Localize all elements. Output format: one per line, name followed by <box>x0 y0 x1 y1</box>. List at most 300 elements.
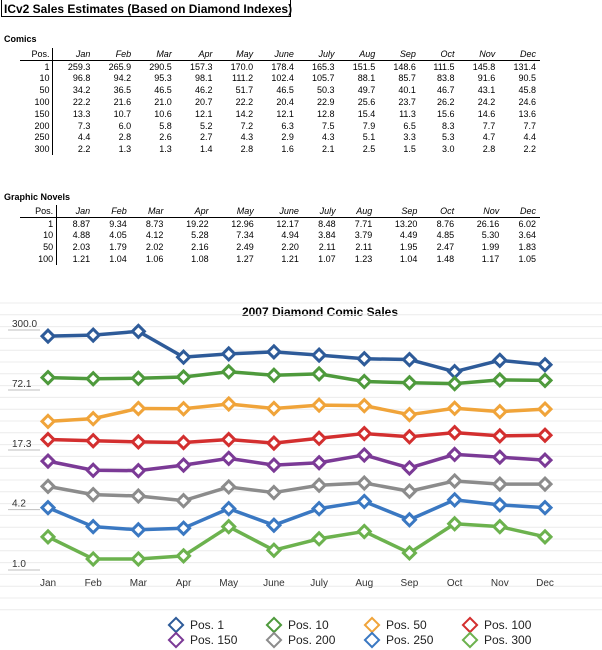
graphic-novels-value-cell: 1.23 <box>354 254 373 265</box>
data-point <box>449 475 461 487</box>
comics-month-header: Aug <box>339 48 380 60</box>
comics-value-cell: 20.7 <box>194 97 213 108</box>
comics-value-cell: 2.7 <box>199 132 213 143</box>
comics-value-cell: 2.8 <box>240 144 254 155</box>
comics-month-header: June <box>257 48 298 60</box>
legend-label: Pos. 10 <box>288 618 329 632</box>
legend-label: Pos. 150 <box>190 633 238 647</box>
comics-value-cell: 94.2 <box>113 73 132 84</box>
comics-value-cell: 2.8 <box>118 132 132 143</box>
comics-value-cell: 5.3 <box>442 132 455 143</box>
data-point <box>494 354 506 366</box>
comics-value-cell: 22.2 <box>72 97 91 108</box>
comics-value-cell: 43.1 <box>477 85 496 96</box>
legend-item <box>170 633 237 647</box>
graphic-novels-value-cell: 5.28 <box>191 230 209 241</box>
data-point <box>313 457 325 469</box>
data-point <box>87 329 99 341</box>
graphic-novels-pos-header: Pos. <box>20 205 57 217</box>
data-point <box>87 413 99 425</box>
comics-month-header: Jan <box>53 48 94 60</box>
data-point <box>132 436 144 448</box>
graphic-novels-value-cell: 12.96 <box>231 218 254 229</box>
legend-label: Pos. 1 <box>190 618 225 632</box>
graphic-novels-month-header: Mar <box>131 205 168 217</box>
graphic-novels-row <box>20 241 540 253</box>
comics-value-cell: 1.3 <box>118 144 132 155</box>
comics-value-cell: 22.2 <box>235 97 254 108</box>
graphic-novels-value-cell: 4.12 <box>145 230 164 241</box>
graphic-novels-month-header: Oct <box>421 205 458 217</box>
graphic-novels-month-header: Dec <box>503 205 540 217</box>
page-title: ICv2 Sales Estimates (Based on Diamond Indexes) <box>4 2 293 16</box>
comics-value-cell: 13.3 <box>72 108 91 119</box>
graphic-novels-value-cell: 3.79 <box>354 230 373 241</box>
data-point <box>268 519 280 531</box>
data-point <box>178 495 190 507</box>
comics-value-cell: 2.8 <box>482 144 496 155</box>
data-point <box>132 524 144 536</box>
comics-value-cell: 4.3 <box>322 132 335 143</box>
graphic-novels-value-cell: 2.03 <box>72 242 91 253</box>
y-tick-label: 72.1 <box>12 378 32 390</box>
comics-value-cell: 5.1 <box>362 132 376 143</box>
data-point <box>268 369 280 381</box>
comics-value-cell: 14.6 <box>477 108 496 119</box>
comics-row <box>20 143 540 155</box>
data-point <box>313 368 325 380</box>
data-point <box>403 354 415 366</box>
data-point <box>42 330 54 342</box>
graphic-novels-value-cell: 4.85 <box>436 230 455 241</box>
comics-value-cell: 51.7 <box>235 85 254 96</box>
graphic-novels-month-header: May <box>213 205 258 217</box>
legend-item <box>268 633 335 647</box>
data-point <box>178 522 190 534</box>
comics-value-cell: 98.1 <box>194 73 213 84</box>
data-point <box>313 349 325 361</box>
comics-value-cell: 45.8 <box>518 85 536 96</box>
graphic-novels-month-header: Nov <box>458 205 503 217</box>
graphic-novels-value-cell: 4.05 <box>109 230 127 241</box>
comics-value-cell: 46.5 <box>154 85 172 96</box>
x-tick-label: Apr <box>175 578 192 589</box>
data-point <box>358 495 370 507</box>
graphic-novels-pos-cell: 50 <box>20 241 57 253</box>
graphic-novels-value-cell: 1.83 <box>518 242 536 253</box>
x-tick-label: Aug <box>355 578 374 589</box>
line-chart <box>0 295 602 615</box>
data-point <box>449 378 461 390</box>
graphic-novels-value-cell: 4.94 <box>281 230 299 241</box>
graphic-novels-value-cell: 1.17 <box>481 254 500 265</box>
data-point <box>223 348 235 360</box>
comics-value-cell: 14.2 <box>235 108 254 119</box>
comics-value-cell: 3.0 <box>442 144 455 155</box>
data-point <box>132 553 144 565</box>
graphic-novels-value-cell: 1.95 <box>399 242 418 253</box>
series-line <box>48 481 545 501</box>
comics-value-cell: 23.7 <box>398 97 416 108</box>
graphic-novels-value-cell: 1.21 <box>281 254 299 265</box>
data-point <box>223 366 235 378</box>
data-point <box>42 455 54 467</box>
data-point <box>313 479 325 491</box>
comics-value-cell: 40.1 <box>398 85 416 96</box>
comics-pos-cell: 50 <box>20 84 53 96</box>
graphic-novels-value-cell: 2.20 <box>281 242 299 253</box>
comics-value-cell: 7.5 <box>322 120 335 131</box>
data-point <box>268 459 280 471</box>
graphic-novels-value-cell: 3.64 <box>518 230 536 241</box>
data-point <box>539 403 551 415</box>
comics-value-cell: 96.8 <box>72 73 91 84</box>
comics-value-cell: 5.2 <box>199 120 213 131</box>
comics-value-cell: 157.3 <box>189 61 213 72</box>
comics-value-cell: 49.7 <box>357 85 376 96</box>
comics-value-cell: 7.3 <box>77 120 91 131</box>
graphic-novels-row <box>20 230 540 242</box>
x-tick-label: Sep <box>400 578 419 589</box>
comics-value-cell: 7.7 <box>482 120 496 131</box>
graphic-novels-value-cell: 2.16 <box>191 242 209 253</box>
comics-row <box>20 96 540 108</box>
graphic-novels-value-cell: 4.49 <box>399 230 418 241</box>
data-point <box>494 499 506 511</box>
x-tick-label: July <box>310 578 328 589</box>
x-tick-label: Oct <box>446 578 463 589</box>
graphic-novels-value-cell: 1.06 <box>145 254 164 265</box>
data-point <box>539 359 551 371</box>
graphic-novels-row <box>20 253 540 265</box>
y-tick-label: 17.3 <box>12 439 32 451</box>
series-line <box>48 331 545 371</box>
data-point <box>178 403 190 415</box>
graphic-novels-value-cell: 1.79 <box>109 242 127 253</box>
comics-row <box>20 108 540 120</box>
data-point <box>42 415 54 427</box>
comics-value-cell: 1.6 <box>281 144 294 155</box>
comics-value-cell: 10.7 <box>113 108 132 119</box>
data-point <box>494 521 506 533</box>
comics-table <box>20 48 540 155</box>
graphic-novels-month-header: Jan <box>57 205 95 217</box>
comics-pos-cell: 150 <box>20 108 53 120</box>
graphic-novels-value-cell: 7.34 <box>236 230 254 241</box>
graphic-novels-value-cell: 2.02 <box>145 242 164 253</box>
data-point <box>178 371 190 383</box>
data-point <box>87 521 99 533</box>
comics-value-cell: 24.6 <box>518 97 536 108</box>
comics-pos-cell: 10 <box>20 73 53 85</box>
graphic-novels-value-cell: 7.71 <box>354 218 373 229</box>
data-point <box>268 437 280 449</box>
comics-value-cell: 7.9 <box>362 120 376 131</box>
graphic-novels-value-cell: 1.04 <box>399 254 418 265</box>
comics-value-cell: 151.5 <box>352 61 376 72</box>
comics-value-cell: 1.4 <box>199 144 213 155</box>
comics-month-header: May <box>217 48 258 60</box>
legend-item <box>268 618 329 632</box>
comics-value-cell: 3.3 <box>403 132 416 143</box>
data-point <box>494 430 506 442</box>
comics-pos-cell: 250 <box>20 132 53 144</box>
comics-value-cell: 165.3 <box>312 61 335 72</box>
comics-value-cell: 85.7 <box>398 73 416 84</box>
graphic-novels-label: Graphic Novels <box>4 192 71 202</box>
legend-item <box>464 633 531 647</box>
graphic-novels-value-cell: 5.30 <box>481 230 500 241</box>
legend-label: Pos. 250 <box>386 633 434 647</box>
comics-value-cell: 111.2 <box>232 73 254 84</box>
comics-value-cell: 111.5 <box>433 61 455 72</box>
comics-value-cell: 11.3 <box>399 108 416 119</box>
x-tick-label: Dec <box>536 578 554 589</box>
data-point <box>268 402 280 414</box>
data-point <box>223 434 235 446</box>
comics-value-cell: 7.7 <box>523 120 536 131</box>
graphic-novels-value-cell: 8.87 <box>72 218 91 229</box>
graphic-novels-month-header: Apr <box>167 205 212 217</box>
chart-series <box>42 325 551 565</box>
comics-value-cell: 2.6 <box>159 132 172 143</box>
data-point <box>223 481 235 493</box>
comics-value-cell: 4.4 <box>523 132 536 143</box>
graphic-novels-value-cell: 8.76 <box>436 218 455 229</box>
comics-month-header: Oct <box>420 48 459 60</box>
graphic-novels-pos-cell: 10 <box>20 230 57 242</box>
comics-pos-cell: 1 <box>20 60 53 72</box>
data-point <box>178 437 190 449</box>
comics-value-cell: 148.6 <box>393 61 416 72</box>
x-tick-label: May <box>219 578 239 589</box>
graphic-novels-value-cell: 3.84 <box>318 230 336 241</box>
comics-value-cell: 2.1 <box>322 144 335 155</box>
comics-value-cell: 1.5 <box>403 144 416 155</box>
comics-month-header: Mar <box>135 48 176 60</box>
data-point <box>358 428 370 440</box>
comics-month-header: Dec <box>499 48 540 60</box>
data-point <box>494 451 506 463</box>
x-tick-label: Nov <box>490 578 509 589</box>
graphic-novels-value-cell: 8.73 <box>145 218 164 229</box>
comics-value-cell: 290.5 <box>149 61 172 72</box>
comics-row <box>20 84 540 96</box>
comics-month-header: Sep <box>379 48 420 60</box>
comics-value-cell: 10.6 <box>154 108 172 119</box>
data-point <box>403 409 415 421</box>
graphic-novels-value-cell: 1.48 <box>436 254 455 265</box>
legend-item <box>366 618 427 632</box>
graphic-novels-value-cell: 1.07 <box>318 254 336 265</box>
data-point <box>449 448 461 460</box>
data-point <box>87 464 99 476</box>
graphic-novels-value-cell: 1.99 <box>481 242 500 253</box>
legend-label: Pos. 100 <box>484 618 532 632</box>
comics-value-cell: 6.3 <box>281 120 294 131</box>
graphic-novels-value-cell: 26.16 <box>476 218 500 229</box>
graphic-novels-value-cell: 9.34 <box>109 218 127 229</box>
y-tick-label: 300.0 <box>12 319 38 330</box>
data-point <box>178 459 190 471</box>
x-axis <box>40 578 554 589</box>
data-point <box>539 374 551 386</box>
comics-value-cell: 83.8 <box>437 73 455 84</box>
comics-value-cell: 170.0 <box>230 61 254 72</box>
data-point <box>403 462 415 474</box>
comics-label: Comics <box>4 34 37 44</box>
comics-value-cell: 25.6 <box>357 97 376 108</box>
data-point <box>403 377 415 389</box>
legend-item <box>170 618 224 632</box>
comics-value-cell: 12.8 <box>317 108 335 119</box>
comics-value-cell: 22.9 <box>317 97 335 108</box>
comics-month-header: Feb <box>94 48 135 60</box>
comics-value-cell: 13.6 <box>518 108 536 119</box>
y-tick-label: 1.0 <box>12 559 26 570</box>
x-tick-label: Feb <box>84 578 102 589</box>
comics-value-cell: 105.7 <box>312 73 335 84</box>
data-point <box>358 477 370 489</box>
graphic-novels-month-header: July <box>303 205 340 217</box>
comics-value-cell: 15.6 <box>437 108 455 119</box>
data-point <box>358 353 370 365</box>
comics-value-cell: 265.9 <box>108 61 132 72</box>
y-tick-label: 4.2 <box>12 498 26 510</box>
comics-value-cell: 24.2 <box>477 97 496 108</box>
comics-value-cell: 5.8 <box>159 120 172 131</box>
data-point <box>403 485 415 497</box>
comics-value-cell: 131.4 <box>513 61 536 72</box>
comics-row <box>20 73 540 85</box>
data-point <box>132 402 144 414</box>
legend-item <box>366 633 433 647</box>
data-point <box>268 487 280 499</box>
data-point <box>223 398 235 410</box>
comics-value-cell: 12.1 <box>194 108 213 119</box>
comics-value-cell: 7.2 <box>240 120 254 131</box>
comics-value-cell: 88.1 <box>357 73 376 84</box>
graphic-novels-value-cell: 4.88 <box>72 230 91 241</box>
data-point <box>87 373 99 385</box>
data-point <box>449 402 461 414</box>
comics-value-cell: 259.3 <box>67 61 91 72</box>
graphic-novels-value-cell: 6.02 <box>518 218 536 229</box>
data-point <box>358 400 370 412</box>
comics-pos-cell: 100 <box>20 96 53 108</box>
comics-pos-header: Pos. <box>20 48 53 60</box>
graphic-novels-value-cell: 1.21 <box>72 254 91 265</box>
graphic-novels-value-cell: 2.11 <box>355 242 373 253</box>
series-line <box>48 433 545 444</box>
comics-value-cell: 15.4 <box>357 108 376 119</box>
data-point <box>223 452 235 464</box>
comics-value-cell: 1.3 <box>159 144 172 155</box>
graphic-novels-table <box>20 205 540 265</box>
comics-value-cell: 2.5 <box>362 144 376 155</box>
comics-value-cell: 2.2 <box>523 144 536 155</box>
data-point <box>313 432 325 444</box>
data-point <box>42 434 54 446</box>
x-tick-label: June <box>263 578 285 589</box>
comics-value-cell: 4.7 <box>482 132 496 143</box>
comics-month-header: Nov <box>459 48 500 60</box>
graphic-novels-month-header: Aug <box>340 205 377 217</box>
graphic-novels-value-cell: 2.47 <box>436 242 455 253</box>
comics-value-cell: 8.3 <box>442 120 455 131</box>
graphic-novels-value-cell: 12.17 <box>276 218 299 229</box>
comics-value-cell: 6.5 <box>403 120 416 131</box>
data-point <box>42 531 54 543</box>
data-point <box>494 406 506 418</box>
graphic-novels-value-cell: 1.27 <box>236 254 254 265</box>
data-point <box>42 480 54 492</box>
data-point <box>223 503 235 515</box>
graphic-novels-month-header: June <box>258 205 303 217</box>
comics-pos-cell: 200 <box>20 120 53 132</box>
data-point <box>132 465 144 477</box>
data-point <box>494 374 506 386</box>
x-tick-label: Jan <box>39 578 57 589</box>
data-point <box>87 553 99 565</box>
comics-value-cell: 20.4 <box>276 97 294 108</box>
graphic-novels-pos-cell: 1 <box>20 217 57 229</box>
legend-marker-icon <box>168 631 185 648</box>
legend-marker-icon <box>462 631 479 648</box>
comics-row <box>20 60 540 72</box>
comics-value-cell: 102.4 <box>271 73 294 84</box>
legend-label: Pos. 300 <box>484 633 532 647</box>
comics-value-cell: 4.4 <box>77 132 91 143</box>
comics-value-cell: 21.6 <box>113 97 132 108</box>
graphic-novels-value-cell: 8.48 <box>318 218 336 229</box>
comics-value-cell: 46.2 <box>194 85 213 96</box>
x-tick-label: Mar <box>129 578 147 589</box>
data-point <box>313 533 325 545</box>
comics-value-cell: 2.9 <box>281 132 294 143</box>
series-line <box>48 404 545 421</box>
comics-value-cell: 46.7 <box>437 85 455 96</box>
data-point <box>87 489 99 501</box>
comics-pos-cell: 300 <box>20 143 53 155</box>
comics-value-cell: 6.0 <box>118 120 132 131</box>
data-point <box>539 429 551 441</box>
graphic-novels-value-cell: 1.05 <box>518 254 536 265</box>
comics-value-cell: 21.0 <box>154 97 172 108</box>
comics-value-cell: 95.3 <box>154 73 172 84</box>
data-point <box>313 503 325 515</box>
data-point <box>268 544 280 556</box>
comics-value-cell: 178.4 <box>271 61 294 72</box>
graphic-novels-pos-cell: 100 <box>20 253 57 265</box>
comics-value-cell: 145.8 <box>472 61 496 72</box>
data-point <box>268 346 280 358</box>
legend-marker-icon <box>266 631 283 648</box>
graphic-novels-value-cell: 1.08 <box>191 254 209 265</box>
graphic-novels-value-cell: 13.20 <box>394 218 418 229</box>
comics-value-cell: 90.5 <box>518 73 536 84</box>
comics-value-cell: 46.5 <box>276 85 294 96</box>
comics-month-header: July <box>298 48 339 60</box>
comics-value-cell: 50.3 <box>317 85 335 96</box>
data-point <box>449 427 461 439</box>
comics-value-cell: 12.1 <box>276 108 294 119</box>
comics-value-cell: 4.3 <box>240 132 254 143</box>
graphic-novels-month-header: Sep <box>376 205 421 217</box>
graphic-novels-month-header: Feb <box>94 205 131 217</box>
legend-label: Pos. 200 <box>288 633 336 647</box>
comics-value-cell: 26.2 <box>437 97 455 108</box>
